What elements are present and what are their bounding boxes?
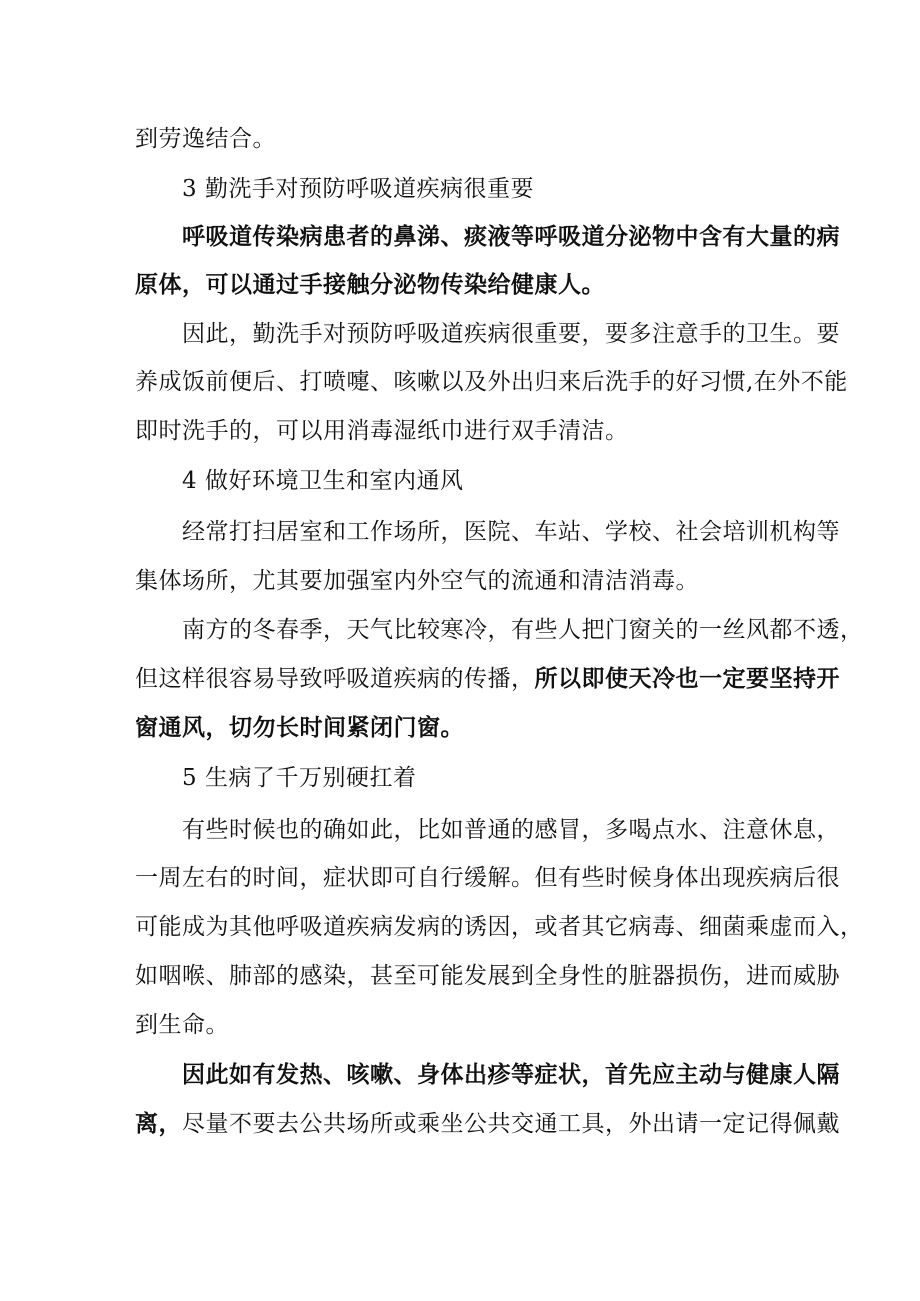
bold-emphasis: 离， (135, 1110, 182, 1137)
paragraph-line: 可能成为其他呼吸道疾病发病的诱因，或者其它病毒、细菌乘虚而入， (135, 914, 864, 940)
paragraph-line: 集体场所，尤其要加强室内外空气的流通和清洁消毒。 (135, 568, 699, 594)
paragraph-line: 养成饭前便后、打喷嚏、咳嗽以及外出归来后洗手的好习惯,在外不能 (135, 369, 848, 395)
bold-paragraph-line: 呼吸道传染病患者的鼻涕、痰液等呼吸道分泌物中含有大量的病 (182, 223, 840, 250)
paragraph-line: 到生命。 (135, 1012, 229, 1038)
paragraph-text: 但这样很容易导致呼吸道疾病的传播， (135, 666, 535, 692)
paragraph-line: 一周左右的时间，症状即可自行缓解。但有些时候身体出现疾病后很 (135, 865, 840, 891)
paragraph-continuation: 到劳逸结合。 (135, 126, 276, 152)
bold-paragraph-line: 原体，可以通过手接触分泌物传染给健康人。 (135, 271, 605, 298)
mixed-paragraph-line (135, 664, 840, 694)
bold-paragraph-line: 窗通风，切勿长时间紧闭门窗。 (135, 714, 464, 741)
paragraph-line: 即时洗手的，可以用消毒湿纸巾进行双手清洁。 (135, 418, 629, 444)
paragraph-line: 如咽喉、肺部的感染，甚至可能发展到全身性的脏器损伤，进而威胁 (135, 963, 840, 989)
paragraph-line: 有些时候也的确如此，比如普通的感冒，多喝点水、注意休息， (182, 817, 840, 843)
section-heading-4: 4 做好环境卫生和室内通风 (182, 468, 464, 494)
paragraph-line: 经常打扫居室和工作场所，医院、车站、学校、社会培训机构等 (182, 519, 840, 545)
section-heading-3: 3 勤洗手对预防呼吸道疾病很重要 (182, 176, 534, 202)
paragraph-line: 南方的冬春季，天气比较寒冷，有些人把门窗关的一丝风都不透， (182, 617, 864, 643)
bold-paragraph-line: 因此如有发热、咳嗽、身体出疹等症状，首先应主动与健康人隔 (182, 1061, 840, 1088)
bold-emphasis: 所以即使天冷也一定要坚持开 (534, 665, 840, 692)
paragraph-text: 尽量不要去公共场所或乘坐公共交通工具，外出请一定记得佩戴 (182, 1111, 840, 1137)
mixed-paragraph-line (135, 1109, 840, 1139)
section-heading-5: 5 生病了千万别硬扛着 (182, 765, 417, 791)
paragraph-line: 因此，勤洗手对预防呼吸道疾病很重要，要多注意手的卫生。要 (182, 321, 840, 347)
